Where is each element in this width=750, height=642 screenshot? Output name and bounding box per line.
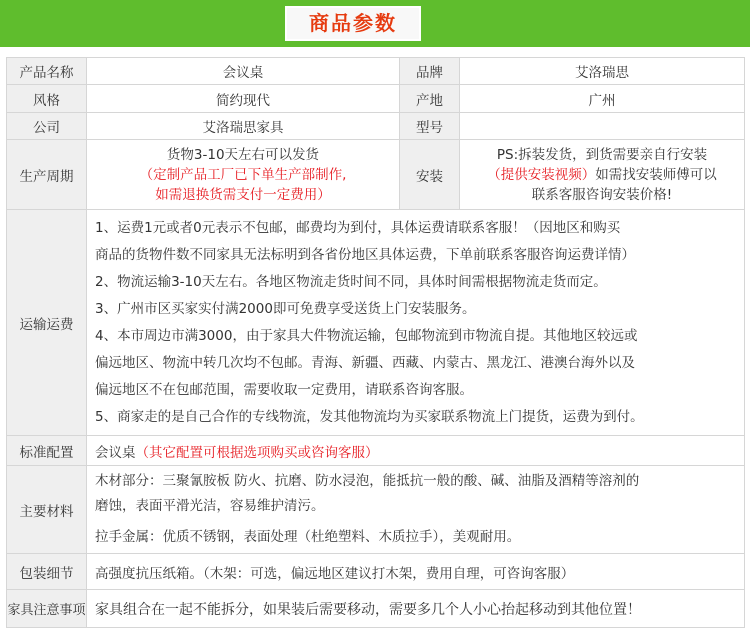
production-cycle-label: 生产周期 (7, 140, 87, 210)
shipping-line: 5、商家走的是自己合作的专线物流，发其他物流均为买家联系物流上门提货，运费为到付。 (95, 408, 644, 425)
material-line: 木材部分：三聚氰胺板 防火、抗磨、防水浸泡，能抵抗一般的酸、碱、油脂及酒精等溶剂的 (95, 473, 640, 489)
material-label: 主要材料 (7, 466, 87, 554)
model-label: 型号 (400, 113, 460, 140)
shipping-value (87, 210, 745, 436)
config-note: （其它配置可根据选项购买或咨询客服） (135, 444, 379, 461)
notice-label: 家具注意事项 (7, 590, 87, 628)
origin-label: 产地 (400, 85, 460, 113)
table-row (7, 85, 745, 113)
product-name-value: 会议桌 (87, 58, 400, 85)
config-item: 会议桌 (95, 444, 136, 461)
material-line: 拉手金属：优质不锈钢，表面处理（杜绝塑料、木质拉手），美观耐用。 (95, 529, 521, 545)
company-label: 公司 (7, 113, 87, 140)
config-label: 标准配置 (7, 436, 87, 466)
table-row (7, 113, 745, 140)
table-row (7, 58, 745, 85)
table-row (7, 554, 745, 590)
material-value (87, 466, 745, 554)
cycle-note: 如需退换货需支付一定费用） (155, 186, 331, 203)
install-label: 安装 (400, 140, 460, 210)
style-label: 风格 (7, 85, 87, 113)
header-banner (0, 0, 750, 47)
shipping-line: 3、广州市区买家实付满2000即可免费享受送货上门安装服务。 (95, 300, 476, 317)
style-value: 简约现代 (87, 85, 400, 113)
install-line (460, 165, 744, 185)
install-line-rest: 如需找安装师傅可以 (595, 166, 717, 183)
production-cycle-value (87, 140, 400, 210)
shipping-label: 运输运费 (7, 210, 87, 436)
install-video-note: （提供安装视频） (487, 166, 596, 183)
table-row (7, 590, 745, 628)
shipping-line: 偏远地区不在包邮范围，需要收取一定费用，请联系咨询客服。 (95, 381, 473, 398)
install-line: 联系客服咨询安装价格! (531, 186, 673, 203)
shipping-line: 2、物流运输3-10天左右。各地区物流走货时间不同，具体时间需根据物流走货而定。 (95, 273, 607, 290)
brand-label: 品牌 (400, 58, 460, 85)
company-value: 艾洛瑞思家具 (87, 113, 400, 140)
config-value (87, 436, 745, 466)
cycle-note: （定制产品工厂已下单生产部制作, (139, 166, 347, 183)
product-name-label: 产品名称 (7, 58, 87, 85)
origin-value: 广州 (460, 85, 745, 113)
shipping-line: 偏远地区、物流中转几次均不包邮。青海、新疆、西藏、内蒙古、黑龙江、港澳台海外以及 (95, 354, 635, 371)
notice-value: 家具组合在一起不能拆分，如果装后需要移动，需要多几个人小心抬起移动到其他位置！ (87, 590, 745, 628)
page-title: 商品参数 (285, 6, 421, 41)
material-line: 磨蚀，表面平滑光洁，容易维护清污。 (95, 498, 325, 514)
table-row (7, 140, 745, 210)
cycle-line: 货物3-10天左右可以发货 (166, 146, 320, 163)
packing-value: 高强度抗压纸箱。（木架：可选，偏远地区建议打木架，费用自理，可咨询客服） (87, 554, 745, 590)
shipping-line: 商品的货物件数不同家具无法标明到各省份地区具体运费，下单前联系客服咨询运费详情） (95, 246, 635, 263)
shipping-line: 1、运费1元或者0元表示不包邮，邮费均为到付，具体运费请联系客服！（因地区和购买 (95, 219, 621, 236)
table-row (7, 466, 745, 554)
table-row (7, 210, 745, 436)
shipping-line: 4、本市周边市满3000，由于家具大件物流运输，包邮物流到市物流自提。其他地区较远或 (95, 327, 638, 344)
table-row (7, 436, 745, 466)
brand-value: 艾洛瑞思 (460, 58, 745, 85)
packing-label: 包装细节 (7, 554, 87, 590)
install-value (460, 140, 745, 210)
product-params-table (6, 57, 745, 628)
install-line: PS:拆装发货，到货需要亲自行安装 (496, 146, 708, 163)
model-value (460, 113, 745, 140)
